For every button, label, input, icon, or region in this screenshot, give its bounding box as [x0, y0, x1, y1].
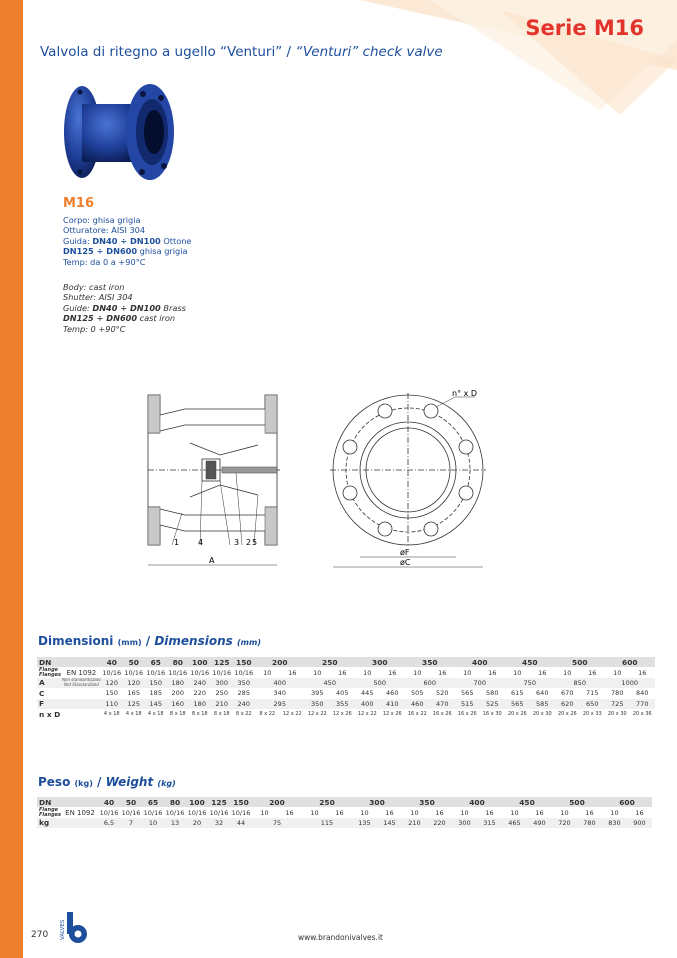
table-cell: 830 — [602, 818, 627, 828]
pn-cell: 10/16 — [209, 808, 229, 817]
table-cell: 210 — [402, 818, 427, 828]
pn-cell: 10 — [363, 668, 372, 677]
pn-cell: 10/16 — [190, 668, 210, 677]
pn-cell: 16 — [435, 808, 444, 817]
series-title: Serie M16 — [525, 16, 644, 40]
website-link[interactable]: www.brandonivalves.it — [298, 933, 383, 942]
dn-50: 50 — [123, 657, 145, 667]
pn-cell: 10/16 — [212, 668, 232, 677]
table-cell: 220 — [193, 689, 206, 698]
pn-cell: 10/16 — [143, 808, 163, 817]
row-label-c: C — [39, 688, 45, 698]
table-cell: 715 — [586, 689, 599, 698]
table-cell: 20 x 26 — [507, 711, 527, 718]
table-cell: 250 — [215, 689, 228, 698]
table-row — [37, 678, 655, 688]
table-cell: 8 x 18 — [213, 711, 230, 718]
dn-400: 400 — [455, 657, 505, 667]
dn-80: 80 — [167, 657, 189, 667]
table-cell: 340 — [273, 689, 286, 698]
table-cell: 240 — [233, 699, 255, 709]
table-row — [37, 709, 655, 719]
dimension-a-label: A — [209, 556, 215, 565]
table-cell: 460 — [405, 699, 430, 709]
table-cell: 500 — [355, 678, 405, 688]
table-cell: 12 x 26 — [332, 711, 352, 718]
pn-cell: 16 — [288, 668, 297, 677]
table-cell: 750 — [505, 678, 555, 688]
spec-range2-en — [63, 313, 186, 323]
table-cell: 115 — [302, 818, 352, 828]
part-label-1: 1 — [174, 538, 180, 547]
spec-body-en: Body: cast iron — [63, 282, 125, 292]
table-cell: 200 — [171, 689, 184, 698]
dn-500: 500 — [555, 657, 605, 667]
table-cell: 8 x 22 — [259, 711, 276, 718]
table-cell: 350 — [233, 678, 255, 688]
table-cell: 350 — [305, 699, 330, 709]
pn-cell: 10/16 — [234, 668, 254, 677]
table-cell — [62, 657, 101, 667]
table-cell: 315 — [477, 818, 502, 828]
spec-guide-range: DN40 ÷ DN100 — [92, 235, 161, 246]
table-cell: 6,5 — [98, 818, 120, 828]
part-label-3: 3 — [234, 538, 240, 547]
table-cell: 850 — [555, 678, 605, 688]
pn-cell: 16 — [635, 808, 644, 817]
pn-cell: 10 — [460, 808, 469, 817]
flange-label-it: Flange — [39, 667, 59, 673]
dn-450: 450 — [505, 657, 555, 667]
table-cell: 465 — [502, 818, 527, 828]
table-cell: 16 x 22 — [407, 711, 427, 718]
table-cell: 8 x 18 — [169, 711, 186, 718]
table-cell: 150 — [105, 689, 118, 698]
product-subtitle — [40, 44, 443, 60]
table-cell: 120 — [123, 678, 145, 688]
pn-cell: 10 — [510, 808, 519, 817]
table-cell: 12 x 22 — [357, 711, 377, 718]
pn-cell: 16 — [338, 668, 347, 677]
spec-temp: Temp: da 0 a +90°C — [63, 256, 146, 267]
table-cell: 580 — [486, 689, 499, 698]
table-cell: 44 — [230, 818, 252, 828]
spec-body: Corpo: ghisa grigia — [63, 215, 141, 225]
pn-cell: 10 — [260, 808, 269, 817]
weight-unit-en: (kg) — [157, 779, 176, 788]
pn-cell: 10/16 — [99, 808, 119, 817]
flange-standard: EN 1092 — [66, 668, 97, 677]
pn-cell: 10/16 — [165, 808, 185, 817]
pn-cell: 16 — [388, 668, 397, 677]
pn-cell: 16 — [485, 808, 494, 817]
table-cell: 285 — [237, 689, 250, 698]
dn-40: 40 — [98, 797, 120, 807]
spec-range2-en-material: cast iron — [137, 313, 176, 324]
table-cell: 165 — [127, 689, 140, 698]
pn-cell: 16 — [535, 808, 544, 817]
row-label-kg: kg — [37, 818, 62, 828]
row-label-f: F — [37, 699, 62, 709]
dimensions-table — [37, 657, 655, 719]
dn-125: 125 — [208, 797, 230, 807]
pn-cell: 10 — [310, 808, 319, 817]
non-standard-note-en: Not Standardized — [64, 681, 99, 687]
dn-80: 80 — [164, 797, 186, 807]
table-cell: 565 — [461, 689, 474, 698]
flange-label-en: Flanges — [39, 811, 62, 818]
table-cell: 145 — [377, 818, 402, 828]
weight-title: Peso (kg) / Weight (kg) — [38, 775, 176, 789]
spec-guide-en-range: DN40 ÷ DN100 — [92, 302, 161, 313]
spec-guide-label: Guida: — [63, 235, 93, 246]
table-cell: 20 — [186, 818, 208, 828]
dimensions-title: Dimensioni (mm) / Dimensions (mm) — [38, 634, 261, 648]
dn-100: 100 — [186, 797, 208, 807]
table-cell: 525 — [480, 699, 505, 709]
pn-cell: 10/16 — [231, 808, 251, 817]
table-cell: 900 — [627, 818, 652, 828]
table-row — [37, 797, 652, 807]
table-row — [37, 699, 655, 709]
table-cell: 700 — [455, 678, 505, 688]
dimensions-unit-it: (mm) — [117, 638, 142, 647]
pn-cell: 10 — [413, 668, 422, 677]
spec-guide-en — [63, 303, 186, 313]
table-cell: 20 x 33 — [582, 711, 602, 718]
pn-cell: 10 — [263, 668, 272, 677]
pn-cell: 16 — [385, 808, 394, 817]
dn-40: 40 — [101, 657, 123, 667]
table-cell: 8 x 22 — [235, 711, 252, 718]
table-cell: 470 — [430, 699, 455, 709]
pn-cell: 10/16 — [146, 668, 166, 677]
pn-cell: 10 — [513, 668, 522, 677]
table-cell: 460 — [386, 689, 399, 698]
table-cell: 4 x 18 — [147, 711, 164, 718]
dimension-f-label: øF — [400, 548, 410, 557]
table-cell: 640 — [536, 689, 549, 698]
non-standard-note — [62, 678, 101, 688]
dn-150: 150 — [233, 657, 255, 667]
dimension-c-label: øC — [400, 558, 411, 567]
table-cell: 135 — [352, 818, 377, 828]
table-cell: 400 — [255, 678, 305, 688]
table-cell: 1000 — [605, 678, 655, 688]
pn-cell: 10 — [313, 668, 322, 677]
table-cell: 600 — [405, 678, 455, 688]
table-cell: 770 — [630, 699, 655, 709]
table-cell: 20 x 30 — [532, 711, 552, 718]
pn-cell: 10 — [613, 668, 622, 677]
table-cell — [62, 709, 101, 719]
dn-200: 200 — [252, 797, 302, 807]
dn-250: 250 — [305, 657, 355, 667]
pn-cell: 10/16 — [121, 808, 141, 817]
table-cell: 620 — [555, 699, 580, 709]
table-cell: 20 x 30 — [607, 711, 627, 718]
table-cell — [62, 797, 98, 807]
table-cell: 12 x 22 — [307, 711, 327, 718]
pn-cell: 16 — [585, 808, 594, 817]
spec-range2-material: ghisa grigia — [137, 246, 188, 257]
table-cell: 355 — [330, 699, 355, 709]
weight-title-it: Peso — [38, 775, 71, 789]
valve-photo — [60, 80, 180, 190]
pn-cell: 10/16 — [187, 808, 207, 817]
pn-cell: 16 — [588, 668, 597, 677]
dn-header: DN — [37, 797, 62, 807]
table-cell: 720 — [552, 818, 577, 828]
table-cell: 20 x 36 — [632, 711, 652, 718]
pn-cell: 10 — [463, 668, 472, 677]
table-cell: 650 — [580, 699, 605, 709]
table-cell: 10 — [142, 818, 164, 828]
pn-cell: 16 — [638, 668, 647, 677]
dn-100: 100 — [189, 657, 211, 667]
pn-cell: 16 — [438, 668, 447, 677]
part-label-2: 2 — [246, 538, 252, 547]
dn-350: 350 — [402, 797, 452, 807]
table-cell: 780 — [577, 818, 602, 828]
spec-range2 — [63, 246, 191, 256]
table-cell: 20 x 26 — [557, 711, 577, 718]
table-cell: 180 — [167, 678, 189, 688]
pn-cell: 16 — [335, 808, 344, 817]
pn-cell: 10/16 — [168, 668, 188, 677]
weight-unit-it: (kg) — [74, 779, 93, 788]
bolt-holes-label: n° x D — [452, 389, 478, 398]
table-cell: 185 — [149, 689, 162, 698]
table-cell: 120 — [101, 678, 123, 688]
table-cell: 7 — [120, 818, 142, 828]
dn-600: 600 — [605, 657, 655, 667]
table-row — [37, 667, 655, 677]
dn-350: 350 — [405, 657, 455, 667]
table-cell: 670 — [561, 689, 574, 698]
table-cell: 445 — [361, 689, 374, 698]
table-row — [37, 688, 655, 698]
table-cell: 520 — [436, 689, 449, 698]
spec-shutter-en: Shutter: AISI 304 — [63, 292, 133, 303]
spec-guide-en-label: Guide: — [63, 302, 93, 313]
pn-cell: 16 — [488, 668, 497, 677]
brand-logo — [58, 910, 92, 944]
part-label-4: 4 — [198, 538, 204, 547]
table-cell: 210 — [211, 699, 233, 709]
table-cell: 8 x 18 — [191, 711, 208, 718]
spec-english — [63, 282, 186, 334]
page-number: 270 — [31, 930, 49, 940]
table-cell — [62, 818, 98, 828]
spec-guide-material: Ottone — [160, 235, 192, 246]
pn-cell: 10 — [560, 808, 569, 817]
table-cell: 12 x 26 — [382, 711, 402, 718]
table-row — [37, 818, 652, 828]
table-cell: 125 — [123, 699, 145, 709]
table-cell: 395 — [311, 689, 324, 698]
dimensions-title-it: Dimensioni — [38, 634, 114, 648]
pn-cell: 16 — [538, 668, 547, 677]
pn-cell: 10/16 — [124, 668, 144, 677]
flange-label — [37, 667, 62, 677]
table-cell: 515 — [455, 699, 480, 709]
table-cell: 145 — [145, 699, 167, 709]
table-cell: 75 — [252, 818, 302, 828]
spec-guide — [63, 236, 191, 246]
pn-cell: 10 — [610, 808, 619, 817]
table-cell: 490 — [527, 818, 552, 828]
table-cell: 295 — [255, 699, 305, 709]
dn-400: 400 — [452, 797, 502, 807]
table-cell: 16 x 30 — [482, 711, 502, 718]
dn-65: 65 — [145, 657, 167, 667]
table-cell: 400 — [355, 699, 380, 709]
table-cell: 780 — [611, 689, 624, 698]
pn-cell: 10 — [563, 668, 572, 677]
table-row — [37, 807, 652, 817]
pn-cell: 10 — [360, 808, 369, 817]
non-standard-note-it: Non standardizzato — [62, 677, 101, 683]
table-cell: 160 — [167, 699, 189, 709]
subtitle-english: “Venturi” check valve — [295, 44, 443, 60]
table-cell: 150 — [145, 678, 167, 688]
table-cell: 300 — [452, 818, 477, 828]
table-cell: 450 — [305, 678, 355, 688]
weight-table — [37, 797, 652, 828]
table-cell: 615 — [511, 689, 524, 698]
dn-header: DN — [37, 657, 62, 667]
table-cell: 12 x 22 — [282, 711, 302, 718]
row-label-nxd: n x D — [39, 709, 61, 719]
technical-drawing — [130, 385, 500, 575]
table-cell: 13 — [164, 818, 186, 828]
pn-cell: 16 — [285, 808, 294, 817]
table-cell: 840 — [636, 689, 649, 698]
flange-label — [37, 807, 62, 817]
dn-65: 65 — [142, 797, 164, 807]
spec-temp-en: Temp: 0 +90°C — [63, 323, 126, 334]
weight-title-en: Weight — [105, 775, 154, 789]
table-cell: 410 — [380, 699, 405, 709]
spec-guide-en-material: Brass — [160, 302, 186, 313]
dimensions-unit-en: (mm) — [236, 638, 261, 647]
model-name: M16 — [63, 196, 95, 211]
table-cell: 565 — [505, 699, 530, 709]
spec-italian — [63, 215, 191, 267]
row-label-a: A — [37, 678, 62, 688]
table-cell: 240 — [189, 678, 211, 688]
dn-500: 500 — [552, 797, 602, 807]
dn-600: 600 — [602, 797, 652, 807]
spec-range2-en-dn: DN125 ÷ DN600 — [63, 313, 138, 324]
table-cell: 4 x 18 — [125, 711, 142, 718]
flange-label-it: Flange — [39, 807, 59, 813]
table-cell: 220 — [427, 818, 452, 828]
table-row — [37, 657, 655, 667]
table-cell: 110 — [101, 699, 123, 709]
dn-450: 450 — [502, 797, 552, 807]
table-cell: 4 x 18 — [103, 711, 120, 718]
dn-300: 300 — [352, 797, 402, 807]
table-cell: 300 — [211, 678, 233, 688]
dn-300: 300 — [355, 657, 405, 667]
part-label-5: 5 — [252, 538, 258, 547]
table-cell: 180 — [189, 699, 211, 709]
dn-150: 150 — [230, 797, 252, 807]
logo-text: VALVES — [60, 919, 66, 940]
spec-range2-dn: DN125 ÷ DN600 — [63, 246, 138, 257]
spec-shutter: Otturatore: AISI 304 — [63, 225, 146, 236]
flange-label-en: Flanges — [39, 671, 62, 678]
table-cell: 32 — [208, 818, 230, 828]
table-cell: 405 — [336, 689, 349, 698]
dn-250: 250 — [302, 797, 352, 807]
subtitle-italian: Valvola di ritegno a ugello “Venturi” / — [40, 44, 292, 60]
flange-standard: EN 1092 — [65, 808, 95, 817]
table-cell — [62, 688, 101, 698]
table-cell: 725 — [605, 699, 630, 709]
table-cell: 585 — [530, 699, 555, 709]
dn-200: 200 — [255, 657, 305, 667]
dn-50: 50 — [120, 797, 142, 807]
dn-125: 125 — [211, 657, 233, 667]
pn-cell: 10 — [410, 808, 419, 817]
table-cell: 505 — [411, 689, 424, 698]
table-cell: 16 x 26 — [432, 711, 452, 718]
table-cell — [62, 699, 101, 709]
side-accent-bar — [0, 0, 23, 958]
table-cell: 16 x 26 — [457, 711, 477, 718]
dimensions-title-en: Dimensions — [154, 634, 233, 648]
pn-cell: 10/16 — [102, 668, 122, 677]
